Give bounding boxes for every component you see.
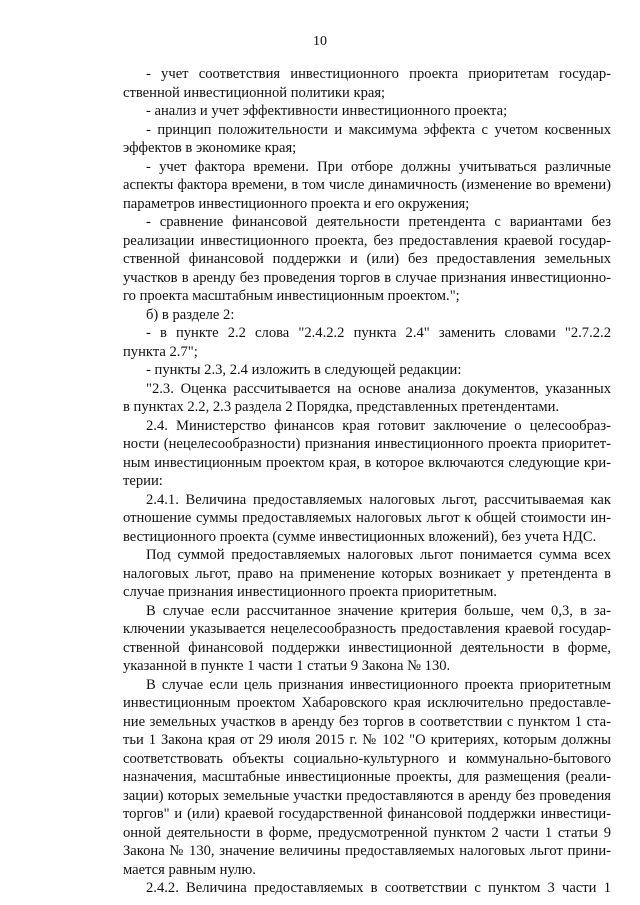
text-line: Под суммой предоставляемых налоговых льгот понимается сумма всех <box>146 547 611 563</box>
text-line: - принцип положительности и максимума эффекта с учетом косвенных <box>146 122 611 138</box>
text-line: - сравнение финансовой деятельности претендента с вариантами без <box>146 214 611 230</box>
text-line: - анализ и учет эффективности инвестиционного проекта; <box>146 103 508 119</box>
text-line: налоговых льгот, право на применение которых возникает у претендента в <box>123 566 611 582</box>
text-line: - учет фактора времени. При отборе должны учитываться различные <box>146 159 611 175</box>
text-line: указанной в пункте 1 части 1 статьи 9 Закона № 130. <box>123 658 451 674</box>
text-line: в пунктах 2.2, 2.3 раздела 2 Порядка, представленных претендентами. <box>123 399 560 415</box>
text-line: - в пункте 2.2 слова "2.4.2.2 пункта 2.4" заменить словами "2.7.2.2 <box>146 325 611 341</box>
text-line: ключении указывается нецелесообразность предоставления краевой государ- <box>123 621 611 637</box>
text-line: 2.4. Министерство финансов края готовит заключение о целесообраз- <box>146 418 611 434</box>
text-line: параметров инвестиционного проекта и его окружения; <box>123 196 470 212</box>
text-line: - пункты 2.3, 2.4 изложить в следующей редакции: <box>146 362 462 378</box>
text-line: отношение суммы предоставляемых налоговых льгот к общей стоимости ин- <box>123 510 611 526</box>
text-line: "2.3. Оценка рассчитывается на основе анализа документов, указанных <box>146 381 611 397</box>
text-line: ственной финансовой поддержки инвестиционной деятельности в форме, <box>123 640 611 656</box>
page-number: 10 <box>313 34 327 49</box>
text-line: инвестиционным проектом Хабаровского края исключительно предоставле- <box>123 695 611 711</box>
text-line: эффектов в экономике края; <box>123 140 297 156</box>
text-line: участков в аренду без проведения торгов в случае признания инвестиционно- <box>123 270 611 286</box>
text-line: тьи 1 Закона края от 29 июля 2015 г. № 102 "О критериях, которым должны <box>123 732 611 748</box>
text-line: зации) которых земельные участки предоставляются в аренду без проведения <box>123 788 611 804</box>
text-line: В случае если рассчитанное значение критерия больше, чем 0,3, в за- <box>146 603 611 619</box>
text-line: вестиционного проекта (сумме инвестиционных вложений), без учета НДС. <box>123 529 597 545</box>
text-line: 2.4.2. Величина предоставляемых в соответствии с пунктом 3 части 1 <box>146 880 611 896</box>
text-line: аспекты фактора времени, в том числе динамичность (изменение во времени) <box>123 177 611 193</box>
text-line: назначения, масштабные инвестиционные проекты, для размещения (реали- <box>123 769 611 785</box>
text-line: торгов" и (или) краевой государственной финансовой поддержки инвестици- <box>123 806 611 822</box>
text-line: случае признания инвестиционного проекта приоритетным. <box>123 584 497 600</box>
text-line: Закона № 130, значение величины предоставляемых налоговых льгот прини- <box>123 843 611 859</box>
text-line: ственной инвестиционной политики края; <box>123 85 386 101</box>
text-line: ности (нецелесообразности) признания инвестиционного проекта приоритет- <box>123 436 611 452</box>
text-line: - учет соответствия инвестиционного проекта приоритетам государ- <box>146 66 611 82</box>
text-line: онной деятельности в форме, предусмотренной пунктом 2 части 1 статьи 9 <box>123 825 611 841</box>
text-line: ным инвестиционным проектом края, в которое включаются следующие кри- <box>123 455 611 471</box>
text-line: ние земельных участков в аренду без торгов в соответствии с пунктом 1 ста- <box>123 714 611 730</box>
text-line: б) в разделе 2: <box>146 307 235 323</box>
text-line: ственной финансовой поддержки и (или) без предоставления земельных <box>123 251 611 267</box>
text-line: реализации инвестиционного проекта, без предоставления краевой государ- <box>123 233 611 249</box>
text-line: го проекта масштабным инвестиционным проектом."; <box>123 288 460 304</box>
text-line: соответствовать объекты социально-культурного и коммунально-бытового <box>123 751 611 767</box>
text-line: пункта 2.7"; <box>123 344 198 360</box>
text-line: 2.4.1. Величина предоставляемых налоговых льгот, рассчитываемая как <box>146 492 611 508</box>
text-line: В случае если цель признания инвестиционного проекта приоритетным <box>146 677 611 693</box>
text-line: мается равным нулю. <box>123 862 256 878</box>
text-line: терии: <box>123 473 163 489</box>
